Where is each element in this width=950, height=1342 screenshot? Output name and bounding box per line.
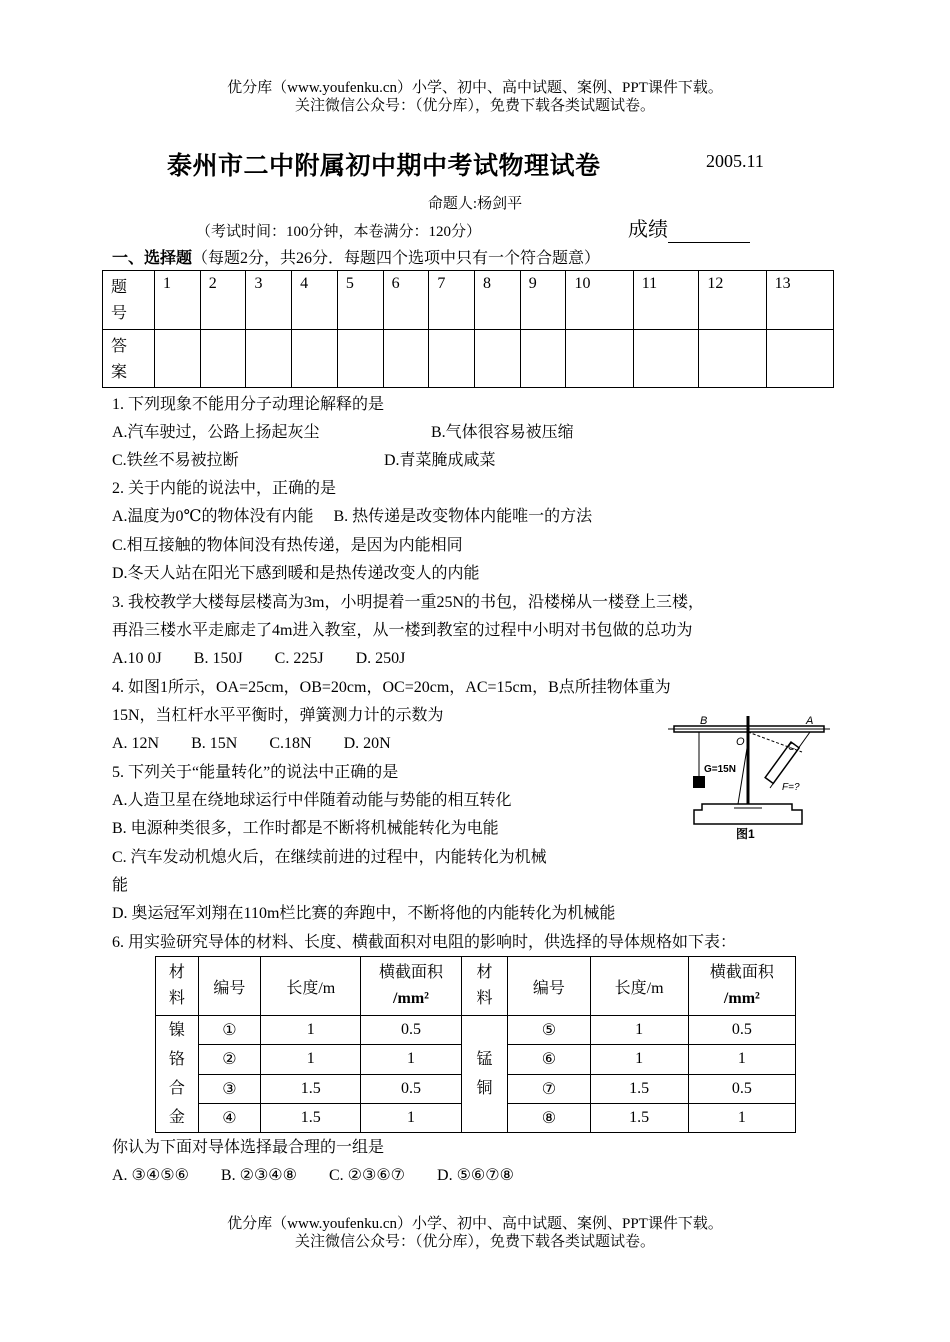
answer-cell[interactable] — [520, 330, 566, 388]
q2-option-c: C.相互接触的物体间没有热传递，是因为内能相同 — [112, 537, 463, 554]
question-number: 1 — [155, 271, 201, 330]
row-label-number: 题 号 — [103, 271, 155, 330]
answer-cell[interactable] — [155, 330, 201, 388]
cell-area: 0.5 — [688, 1074, 795, 1103]
q2-stem: 2. 关于内能的说法中，正确的是 — [112, 480, 337, 497]
answer-cell[interactable] — [383, 330, 429, 388]
answer-cell[interactable] — [699, 330, 766, 388]
cell-number: ② — [198, 1045, 260, 1074]
label-a: A — [806, 715, 814, 727]
cell-area: 1 — [361, 1045, 461, 1074]
author: 命题人:杨剑平 — [427, 196, 523, 212]
conductor-table — [155, 956, 796, 1133]
cell-length: 1.5 — [590, 1103, 688, 1132]
cell-area: 0.5 — [688, 1016, 795, 1045]
cell-length: 1.5 — [590, 1074, 688, 1103]
q6-options: A. ③④⑤⑥ B. ②③④⑧ C. ②③⑥⑦ D. ⑤⑥⑦⑧ — [112, 1167, 514, 1184]
header-length: 长度/m — [590, 957, 688, 1016]
cell-area: 1 — [688, 1103, 795, 1132]
q6-question: 你认为下面对导体选择最合理的一组是 — [112, 1139, 385, 1156]
header-number: 编号 — [508, 957, 590, 1016]
cell-area: 0.5 — [361, 1074, 461, 1103]
stand-base — [694, 804, 802, 824]
question-number: 8 — [475, 271, 521, 330]
cell-number: ④ — [198, 1103, 260, 1132]
section-1-heading-row — [112, 249, 600, 269]
answer-cell[interactable] — [475, 330, 521, 388]
score-label: 成绩 — [628, 219, 668, 241]
title-row — [0, 146, 950, 180]
answer-cell[interactable] — [633, 330, 699, 388]
header-length: 长度/m — [261, 957, 361, 1016]
cell-area: 1 — [688, 1045, 795, 1074]
footer-line-1: 优分库（www.youfenku.cn）小学、初中、高中试题、案例、PPT课件下载。 — [227, 1216, 723, 1232]
header-area: 横截面积 /mm² — [361, 957, 461, 1016]
cell-number: ⑤ — [508, 1016, 590, 1045]
exam-date: 2005.11 — [706, 151, 764, 171]
label-c: C — [788, 742, 796, 753]
answer-cell[interactable] — [337, 330, 383, 388]
answer-cell[interactable] — [200, 330, 246, 388]
q2-option-d: D.冬天人站在阳光下感到暖和是热传递改变人的内能 — [112, 565, 480, 582]
cell-length: 1.5 — [261, 1103, 361, 1132]
q5-option-c-1: C. 汽车发动机熄火后，在继续前进的过程中，内能转化为机械 — [112, 849, 547, 866]
figure-caption: 图1 — [736, 827, 755, 841]
label-weight: G=15N — [704, 764, 736, 775]
q5-option-c-2: 能 — [112, 877, 129, 894]
question-number: 11 — [633, 271, 699, 330]
cell-number: ⑧ — [508, 1103, 590, 1132]
figure-1-lever-diagram — [662, 712, 834, 844]
q1-stem: 1. 下列现象不能用分子动理论解释的是 — [112, 396, 385, 413]
q1-option-b: B.气体很容易被压缩 — [431, 424, 574, 441]
cell-length: 1 — [261, 1045, 361, 1074]
exam-info: （考试时间：100分钟，本卷满分：120分） — [196, 224, 482, 240]
score-blank — [668, 224, 750, 243]
header-area: 横截面积 /mm² — [688, 957, 795, 1016]
q3-stem-1: 3. 我校教学大楼每层楼高为3m，小明提着一重25N的书包，沿楼梯从一楼登上三楼， — [112, 594, 705, 611]
q4-stem-1: 4. 如图1所示，OA=25cm，OB=20cm，OC=20cm，AC=15cm，B点所挂物体重为 — [112, 679, 671, 696]
q4-options: A. 12N B. 15N C.18N D. 20N — [112, 735, 391, 752]
material-manganin: 锰 铜 — [461, 1016, 508, 1133]
cell-length: 1 — [261, 1016, 361, 1045]
cell-length: 1 — [590, 1045, 688, 1074]
answer-cell[interactable] — [429, 330, 475, 388]
question-number: 3 — [246, 271, 292, 330]
q3-stem-2: 再沿三楼水平走廊走了4m进入教室，从一楼到教室的过程中小明对书包做的总功为 — [112, 622, 693, 639]
header-material: 材 料 — [461, 957, 508, 1016]
q4-stem-2: 15N，当杠杆水平平衡时，弹簧测力计的示数为 — [112, 707, 444, 724]
header-number: 编号 — [198, 957, 260, 1016]
label-o: O — [736, 736, 745, 748]
cell-length: 1.5 — [261, 1074, 361, 1103]
q6-stem: 6. 用实验研究导体的材料、长度、横截面积对电阻的影响时，供选择的导体规格如下表： — [112, 934, 737, 951]
cell-number: ③ — [198, 1074, 260, 1103]
header-material: 材 料 — [156, 957, 199, 1016]
answer-cell[interactable] — [566, 330, 633, 388]
question-number: 13 — [766, 271, 833, 330]
question-number: 9 — [520, 271, 566, 330]
question-number: 10 — [566, 271, 633, 330]
table-row — [156, 1016, 796, 1045]
question-number: 2 — [200, 271, 246, 330]
q2-options-ab: A.温度为0℃的物体没有内能 B. 热传递是改变物体内能唯一的方法 — [112, 508, 593, 525]
answer-cell[interactable] — [766, 330, 833, 388]
answer-table — [102, 270, 834, 388]
label-force: F=? — [782, 782, 800, 793]
question-number: 7 — [429, 271, 475, 330]
cell-area: 0.5 — [361, 1016, 461, 1045]
q5-stem: 5. 下列关于“能量转化”的说法中正确的是 — [112, 764, 399, 781]
q1-option-c: C.铁丝不易被拉断 — [112, 452, 239, 469]
cell-number: ⑥ — [508, 1045, 590, 1074]
q1-option-d: D.青菜腌成咸菜 — [384, 452, 496, 469]
label-b: B — [700, 715, 708, 727]
question-number: 4 — [292, 271, 338, 330]
header-line-2: 关注微信公众号：（优分库），免费下载各类试题试卷。 — [294, 98, 655, 114]
header-line-1: 优分库（www.youfenku.cn）小学、初中、高中试题、案例、PPT课件下载。 — [227, 80, 723, 96]
question-number: 12 — [699, 271, 766, 330]
section-1-note: （每题2分，共26分．每题四个选项中只有一个符合题意） — [192, 250, 601, 267]
page-title: 泰州市二中附属初中期中考试物理试卷 — [167, 153, 601, 180]
answer-cell[interactable] — [292, 330, 338, 388]
q5-option-a: A.人造卫星在绕地球运行中伴随着动能与势能的相互转化 — [112, 792, 512, 809]
q5-option-d: D. 奥运冠军刘翔在110m栏比赛的奔跑中，不断将他的内能转化为机械能 — [112, 905, 616, 922]
cell-length: 1 — [590, 1016, 688, 1045]
footer-line-2: 关注微信公众号：（优分库），免费下载各类试题试卷。 — [294, 1234, 655, 1250]
hanging-weight — [693, 776, 705, 788]
q5-option-b: B. 电源种类很多，工作时都是不断将机械能转化为电能 — [112, 820, 499, 837]
cell-number: ⑦ — [508, 1074, 590, 1103]
cell-number: ① — [198, 1016, 260, 1045]
section-1-heading: 一、选择题 — [112, 250, 193, 267]
question-number: 6 — [383, 271, 429, 330]
question-number: 5 — [337, 271, 383, 330]
q1-option-a: A.汽车驶过，公路上扬起灰尘 — [112, 424, 320, 441]
cell-area: 1 — [361, 1103, 461, 1132]
q3-options: A.10 0J B. 150J C. 225J D. 250J — [112, 650, 406, 667]
answer-cell[interactable] — [246, 330, 292, 388]
material-nichrome: 镍 铬 合 金 — [156, 1016, 199, 1133]
score-field — [628, 217, 750, 243]
row-label-answer: 答 案 — [103, 330, 155, 388]
